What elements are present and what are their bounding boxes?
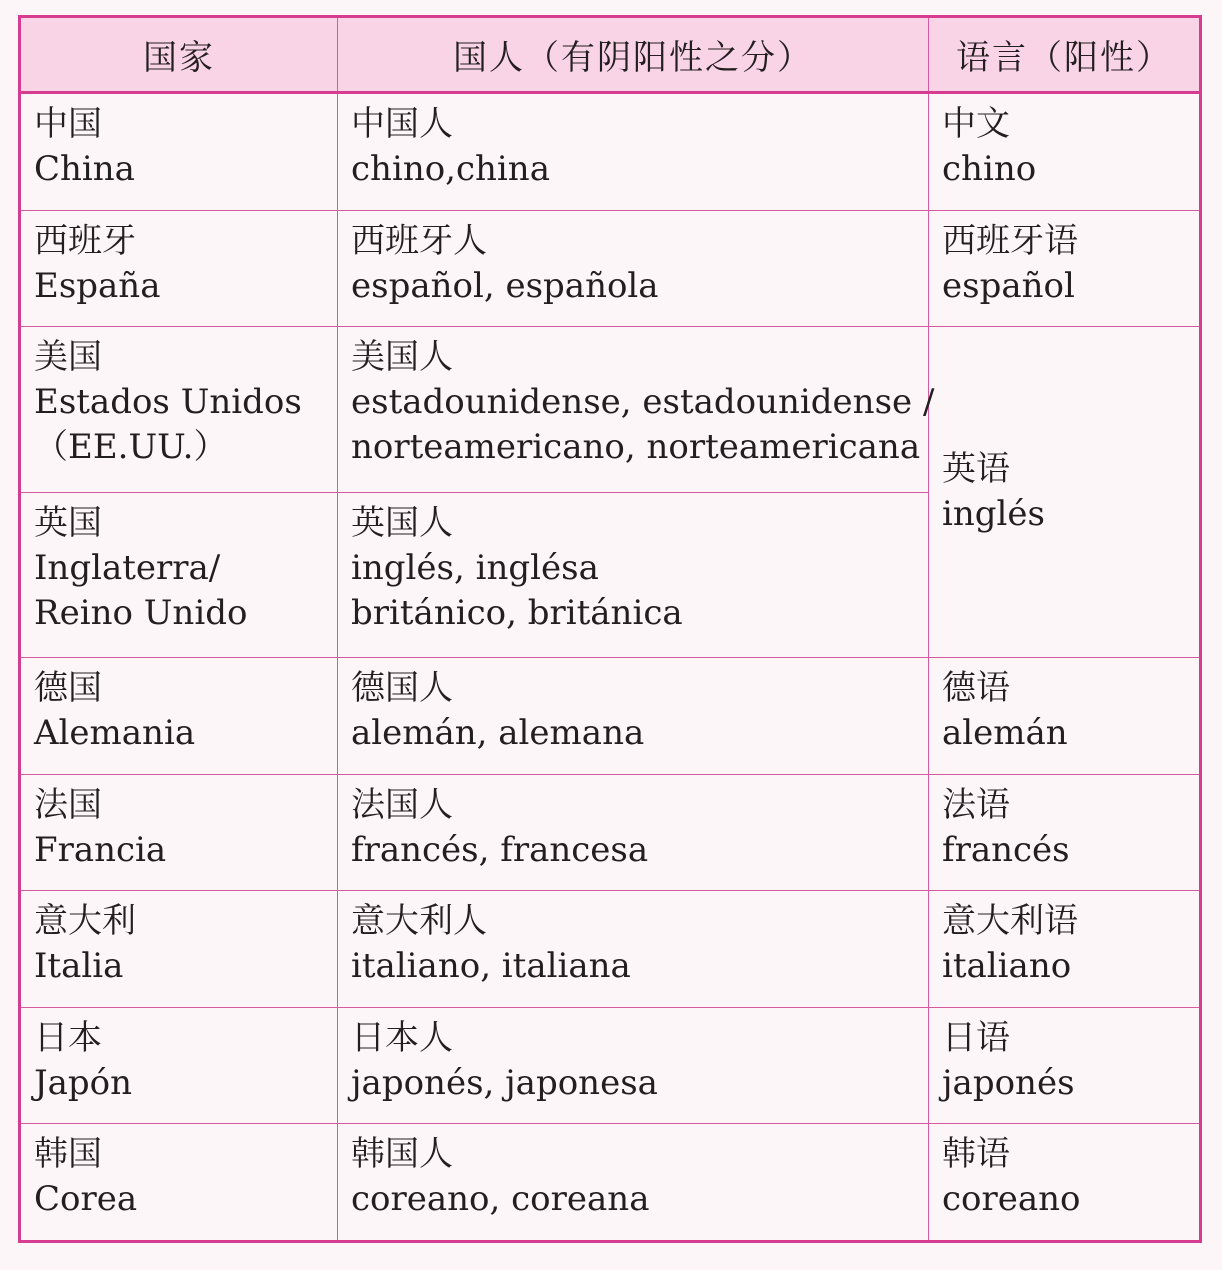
country-zh: 英国 — [34, 502, 102, 543]
country-cell — [20, 210, 338, 327]
country-zh: 德国 — [34, 668, 102, 709]
country-cell — [20, 327, 338, 493]
country-zh: 西班牙 — [34, 220, 136, 261]
language-zh: 韩语 — [942, 1134, 1010, 1175]
people-es: italiano, italiana — [351, 946, 631, 987]
people-cell — [338, 1007, 929, 1124]
language-zh: 西班牙语 — [942, 220, 1078, 261]
country-zh: 法国 — [34, 784, 102, 825]
table-row — [20, 1124, 1201, 1242]
language-zh: 英语 — [942, 449, 1010, 490]
country-es: Francia — [34, 829, 167, 870]
country-cell — [20, 891, 338, 1008]
people-zh: 德国人 — [351, 668, 453, 709]
people-zh: 中国人 — [351, 104, 453, 144]
language-es: español — [942, 265, 1075, 306]
language-cell — [929, 210, 1201, 327]
table-row — [20, 658, 1201, 775]
header-country: 国家 — [20, 17, 338, 93]
people-es-alt: norteamericano, norteamericana — [351, 427, 921, 468]
people-es: estadounidense, estadounidense / — [351, 382, 935, 423]
people-es: japonés, japonesa — [351, 1062, 658, 1103]
language-zh: 意大利语 — [942, 901, 1078, 942]
country-es-alt: Reino Unido — [34, 592, 248, 633]
country-cell — [20, 1124, 338, 1242]
language-zh: 德语 — [942, 668, 1010, 709]
country-es: China — [34, 149, 135, 189]
language-cell — [929, 93, 1201, 211]
country-zh: 美国 — [34, 337, 102, 378]
country-es: Alemania — [34, 713, 196, 754]
language-cell — [929, 1124, 1201, 1242]
people-cell — [338, 327, 935, 493]
people-cell — [338, 891, 929, 1008]
people-cell — [338, 492, 929, 658]
language-zh: 法语 — [942, 784, 1010, 825]
country-cell — [20, 658, 338, 775]
people-zh: 美国人 — [351, 337, 453, 378]
people-zh: 韩国人 — [351, 1134, 453, 1175]
language-cell — [929, 658, 1201, 775]
country-es: Italia — [34, 946, 124, 987]
language-es: francés — [942, 829, 1070, 870]
language-cell — [929, 891, 1201, 1008]
table-row — [20, 210, 1201, 327]
people-zh: 意大利人 — [351, 901, 487, 942]
country-es: Estados Unidos — [34, 382, 302, 423]
people-es-alt: británico, británica — [351, 592, 683, 633]
language-zh: 中文 — [942, 104, 1010, 144]
country-es: Japón — [34, 1062, 133, 1103]
country-cell — [20, 774, 338, 891]
people-cell — [338, 658, 929, 775]
people-es: francés, francesa — [351, 829, 649, 870]
people-cell — [338, 1124, 929, 1242]
country-es: Corea — [34, 1179, 138, 1220]
language-es: coreano — [942, 1179, 1081, 1220]
language-es: chino — [942, 149, 1037, 189]
nationality-language-table — [18, 15, 1202, 1243]
people-es: chino,china — [351, 149, 550, 189]
people-es: coreano, coreana — [351, 1179, 650, 1220]
language-es: alemán — [942, 713, 1068, 754]
table-header-row — [20, 17, 1201, 93]
language-cell-merged — [929, 327, 1201, 658]
table-row — [20, 327, 1201, 493]
header-people: 国人（有阴阳性之分） — [338, 17, 929, 93]
language-es: japonés — [942, 1062, 1075, 1103]
language-zh: 日语 — [942, 1017, 1010, 1058]
language-es: italiano — [942, 946, 1072, 987]
table-row — [20, 774, 1201, 891]
language-cell — [929, 774, 1201, 891]
language-es: inglés — [942, 494, 1045, 535]
country-cell — [20, 93, 338, 211]
people-zh: 西班牙人 — [351, 220, 487, 261]
country-zh: 中国 — [34, 104, 102, 144]
people-zh: 法国人 — [351, 784, 453, 825]
people-es: inglés, inglésa — [351, 547, 599, 588]
country-es: Inglaterra/ — [34, 547, 221, 588]
people-cell — [338, 93, 929, 211]
people-zh: 英国人 — [351, 502, 453, 543]
table-row — [20, 1007, 1201, 1124]
country-cell — [20, 492, 338, 658]
people-es: alemán, alemana — [351, 713, 645, 754]
country-zh: 日本 — [34, 1017, 102, 1058]
country-es: España — [34, 265, 161, 306]
people-zh: 日本人 — [351, 1017, 453, 1058]
table-row — [20, 93, 1201, 211]
country-cell — [20, 1007, 338, 1124]
people-cell — [338, 210, 929, 327]
country-es-abbr: （EE.UU.） — [34, 427, 228, 468]
language-cell — [929, 1007, 1201, 1124]
people-cell — [338, 774, 929, 891]
table-row — [20, 891, 1201, 1008]
header-language: 语言（阳性） — [929, 17, 1201, 93]
people-es: español, española — [351, 265, 659, 306]
country-zh: 韩国 — [34, 1134, 102, 1175]
country-zh: 意大利 — [34, 901, 136, 942]
